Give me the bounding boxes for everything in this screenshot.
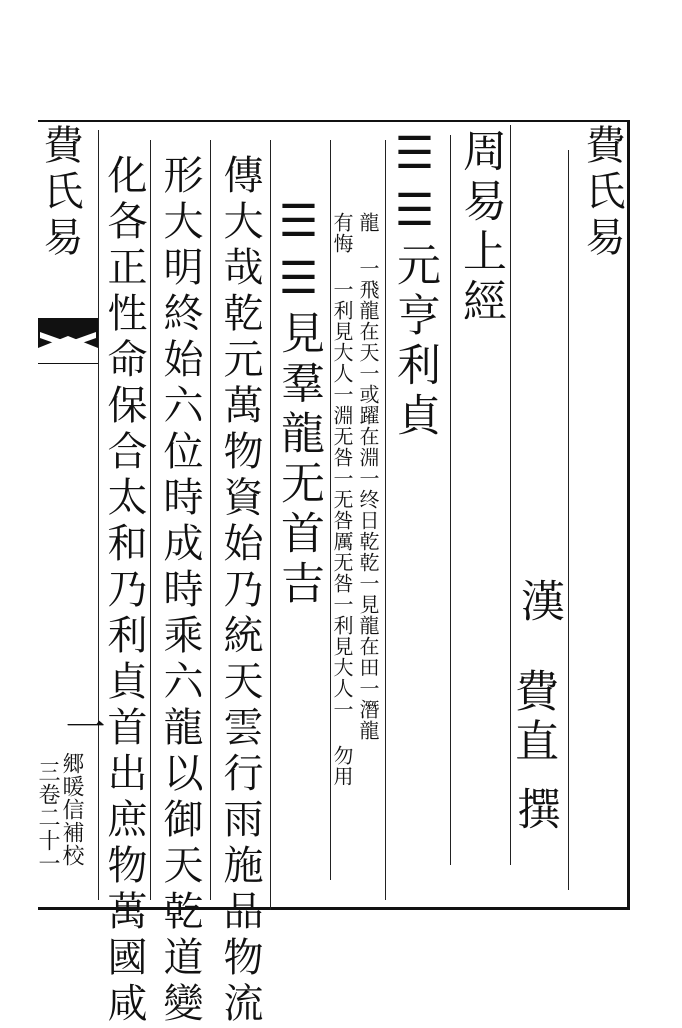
commentary-line-1: 傳大哉乾元萬物資始乃統天雲行雨施品物流	[217, 154, 263, 1028]
column-rule	[150, 140, 151, 900]
note-left-column: 有悔 一利見大人一淵无咎一无咎厲无咎一利見大人一 勿用	[330, 212, 354, 787]
author-dynasty: 漢	[513, 578, 564, 628]
author-name: 費直	[507, 668, 558, 768]
margin-book-title: 費氏易	[37, 124, 83, 262]
column-rule	[210, 140, 211, 900]
commentary-line-3: 化各正性命保合太和乃利貞首出庶物萬國咸	[101, 154, 147, 1028]
column-rule	[568, 150, 569, 890]
hexagram-line: ☰☰元亨利貞	[389, 128, 440, 442]
margin-volume-note: 三卷二十一	[35, 760, 60, 875]
column-rule	[98, 130, 99, 900]
note-right-column: 龍 一飛龍在天一或躍在淵一终日乾乾一見龍在田一潛龍	[356, 212, 380, 741]
section-title: 周易上經	[455, 128, 506, 328]
column-rule	[385, 140, 386, 900]
fishtail-ornament	[38, 318, 98, 364]
margin-collator: 郷暖信補校	[59, 752, 84, 867]
column-rule	[450, 135, 451, 865]
margin-page-number: 一	[59, 706, 105, 752]
commentary-line-2: 形大明終始六位時成時乘六龍以御天乾道變	[157, 154, 203, 1028]
author-role: 撰	[509, 786, 560, 836]
hexagram-line-2: ☰☰見羣龍无首吉	[273, 196, 324, 610]
header-title: 費氏易	[579, 124, 625, 262]
column-rule	[270, 140, 271, 910]
